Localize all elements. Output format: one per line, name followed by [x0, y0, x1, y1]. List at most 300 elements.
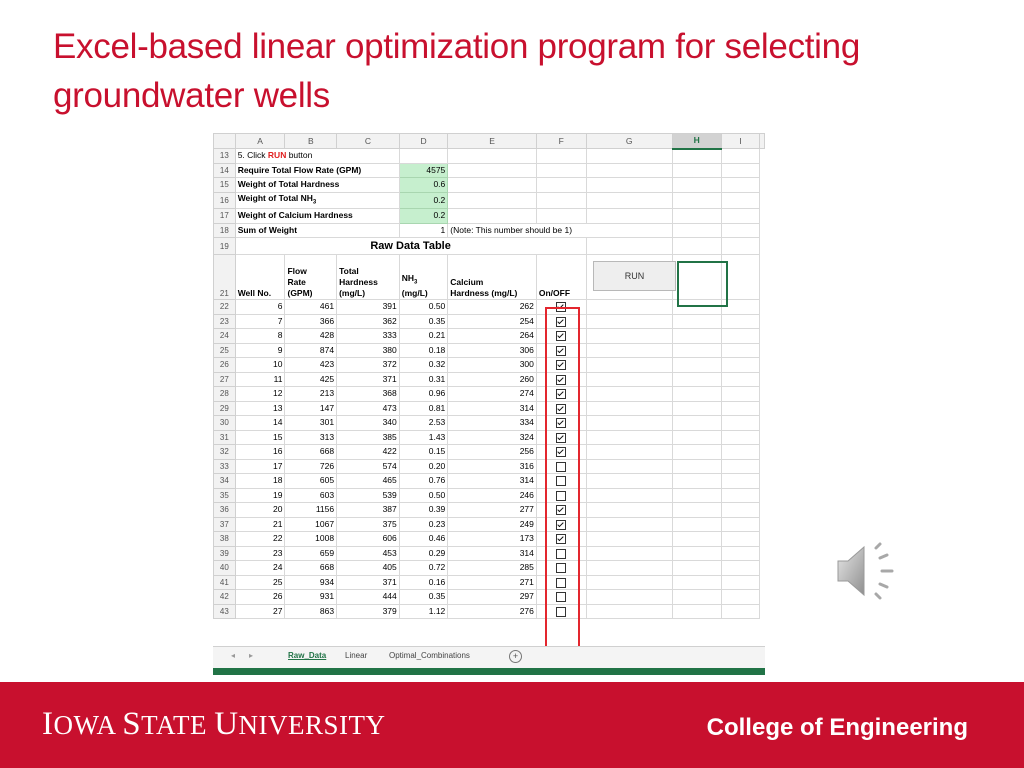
- cell-well[interactable]: 21: [235, 517, 285, 532]
- cell-nh3[interactable]: 0.35: [399, 314, 448, 329]
- cell-nh3[interactable]: 0.72: [399, 561, 448, 576]
- cell-hardness[interactable]: 453: [337, 546, 400, 561]
- empty-cell[interactable]: [586, 517, 672, 532]
- cell-hardness[interactable]: 372: [337, 358, 400, 373]
- cell-well[interactable]: 19: [235, 488, 285, 503]
- sheet-row: [214, 192, 765, 209]
- instruction-label[interactable]: [235, 209, 399, 224]
- cell-calcium[interactable]: 277: [448, 503, 537, 518]
- empty-cell[interactable]: [721, 604, 759, 619]
- row-header[interactable]: 22: [214, 300, 236, 315]
- cell-calcium[interactable]: 314: [448, 474, 537, 489]
- empty-cell[interactable]: [586, 387, 672, 402]
- cell-hardness[interactable]: 375: [337, 517, 400, 532]
- cell-hardness[interactable]: 333: [337, 329, 400, 344]
- column-header-a[interactable]: A: [235, 134, 285, 149]
- empty-cell[interactable]: [448, 149, 537, 164]
- sheet-row: [214, 223, 765, 238]
- cell-nh3[interactable]: 0.50: [399, 300, 448, 315]
- empty-cell[interactable]: [586, 358, 672, 373]
- cell-nh3[interactable]: 0.39: [399, 503, 448, 518]
- empty-cell[interactable]: [672, 238, 721, 255]
- empty-cell[interactable]: [448, 192, 537, 209]
- cell-nh3[interactable]: 0.21: [399, 329, 448, 344]
- empty-cell[interactable]: [586, 503, 672, 518]
- cell-nh3[interactable]: 0.46: [399, 532, 448, 547]
- instruction-label[interactable]: [235, 163, 399, 178]
- empty-cell[interactable]: [672, 575, 721, 590]
- status-bar: [213, 668, 765, 675]
- row-header[interactable]: 32: [214, 445, 236, 460]
- cell-hardness[interactable]: 362: [337, 314, 400, 329]
- empty-cell[interactable]: [672, 445, 721, 460]
- empty-cell[interactable]: [536, 209, 586, 224]
- empty-cell[interactable]: [721, 488, 759, 503]
- cell-hardness[interactable]: 340: [337, 416, 400, 431]
- footer-band: [0, 682, 1024, 768]
- header-calcium-hardness[interactable]: [448, 255, 537, 300]
- empty-cell[interactable]: [586, 163, 672, 178]
- cell-calcium[interactable]: 262: [448, 300, 537, 315]
- empty-cell[interactable]: [672, 517, 721, 532]
- row-header[interactable]: 29: [214, 401, 236, 416]
- empty-cell[interactable]: [721, 590, 759, 605]
- empty-cell[interactable]: [721, 149, 759, 164]
- instruction-step-suffix: button: [286, 150, 313, 161]
- row-header[interactable]: 30: [214, 416, 236, 431]
- row-header[interactable]: 13: [214, 149, 236, 164]
- cell-well[interactable]: 24: [235, 561, 285, 576]
- cell-hardness[interactable]: 465: [337, 474, 400, 489]
- cell-calcium[interactable]: 306: [448, 343, 537, 358]
- empty-cell[interactable]: [586, 314, 672, 329]
- cell-nh3[interactable]: 0.15: [399, 445, 448, 460]
- empty-cell[interactable]: [448, 178, 537, 193]
- run-button[interactable]: RUN: [593, 261, 676, 291]
- instruction-value[interactable]: 4575: [399, 163, 448, 178]
- empty-cell[interactable]: [586, 532, 672, 547]
- row-header[interactable]: 33: [214, 459, 236, 474]
- cell-hardness[interactable]: 379: [337, 604, 400, 619]
- nh3-subscript: 3: [312, 199, 317, 206]
- row-header[interactable]: 19: [214, 238, 236, 255]
- cell-well[interactable]: 17: [235, 459, 285, 474]
- cell-hardness[interactable]: 380: [337, 343, 400, 358]
- empty-cell[interactable]: [586, 300, 672, 315]
- cell-well[interactable]: 15: [235, 430, 285, 445]
- column-header-b[interactable]: B: [285, 134, 337, 149]
- header-well-no[interactable]: Well No.: [235, 255, 285, 300]
- column-header-e[interactable]: E: [448, 134, 537, 149]
- cell-calcium[interactable]: 260: [448, 372, 537, 387]
- empty-cell[interactable]: [721, 430, 759, 445]
- speaker-icon[interactable]: [832, 536, 904, 606]
- empty-cell[interactable]: [586, 474, 672, 489]
- column-header-blank[interactable]: [760, 134, 765, 149]
- tab-linear[interactable]: Linear: [345, 651, 368, 660]
- column-header-h[interactable]: H: [672, 134, 721, 149]
- row-header[interactable]: 28: [214, 387, 236, 402]
- row-header[interactable]: 17: [214, 209, 236, 224]
- cell-nh3[interactable]: 0.32: [399, 358, 448, 373]
- cell-flow[interactable]: 366: [285, 314, 337, 329]
- empty-cell[interactable]: [721, 223, 759, 238]
- empty-cell[interactable]: [586, 604, 672, 619]
- empty-cell[interactable]: [721, 503, 759, 518]
- empty-cell[interactable]: [586, 445, 672, 460]
- row-header[interactable]: 42: [214, 590, 236, 605]
- empty-cell[interactable]: [448, 163, 537, 178]
- instruction-label[interactable]: [235, 223, 399, 238]
- cell-flow[interactable]: 301: [285, 416, 337, 431]
- header-on-off[interactable]: On/OFF: [536, 255, 586, 300]
- table-row: [214, 430, 765, 445]
- empty-cell[interactable]: [721, 343, 759, 358]
- empty-cell[interactable]: [536, 163, 586, 178]
- cell-hardness[interactable]: 606: [337, 532, 400, 547]
- column-header-g[interactable]: G: [586, 134, 672, 149]
- row-header[interactable]: 23: [214, 314, 236, 329]
- cell-nh3[interactable]: 0.96: [399, 387, 448, 402]
- instruction-label-text: Weight of Total Hardness: [237, 179, 340, 190]
- empty-cell[interactable]: [672, 329, 721, 344]
- empty-cell[interactable]: [721, 387, 759, 402]
- cell-hardness[interactable]: 405: [337, 561, 400, 576]
- empty-cell[interactable]: [586, 329, 672, 344]
- row-header[interactable]: 38: [214, 532, 236, 547]
- cell-well[interactable]: 26: [235, 590, 285, 605]
- header-nh3[interactable]: [399, 255, 448, 300]
- column-header-i[interactable]: I: [721, 134, 759, 149]
- add-sheet-icon[interactable]: +: [509, 650, 522, 663]
- empty-cell[interactable]: [672, 430, 721, 445]
- cell-nh3[interactable]: 0.16: [399, 575, 448, 590]
- cell-flow[interactable]: 659: [285, 546, 337, 561]
- empty-cell[interactable]: [721, 517, 759, 532]
- empty-cell[interactable]: [721, 372, 759, 387]
- cell-calcium[interactable]: 316: [448, 459, 537, 474]
- empty-cell[interactable]: [672, 223, 721, 238]
- empty-cell[interactable]: [672, 561, 721, 576]
- empty-cell[interactable]: [672, 149, 721, 164]
- row-header[interactable]: 43: [214, 604, 236, 619]
- empty-cell[interactable]: [672, 474, 721, 489]
- sum-note[interactable]: (Note: This number should be 1): [448, 223, 672, 238]
- cell-calcium[interactable]: 249: [448, 517, 537, 532]
- cell-calcium[interactable]: 314: [448, 401, 537, 416]
- cell-nh3[interactable]: 0.18: [399, 343, 448, 358]
- tab-raw-data[interactable]: Raw_Data: [288, 651, 327, 660]
- table-row: [214, 561, 765, 576]
- empty-cell[interactable]: [721, 401, 759, 416]
- cell-well[interactable]: 14: [235, 416, 285, 431]
- empty-cell[interactable]: [586, 575, 672, 590]
- cell-well[interactable]: 9: [235, 343, 285, 358]
- empty-cell[interactable]: [672, 178, 721, 193]
- table-row: [214, 575, 765, 590]
- tab-optimal-combinations[interactable]: Optimal_Combinations: [389, 651, 470, 660]
- cell-well[interactable]: 10: [235, 358, 285, 373]
- cell-well[interactable]: 27: [235, 604, 285, 619]
- table-row: [214, 590, 765, 605]
- header-total-hardness-line: Total: [339, 266, 359, 277]
- empty-cell[interactable]: [586, 401, 672, 416]
- instruction-value[interactable]: 0.2: [399, 209, 448, 224]
- row-header[interactable]: 39: [214, 546, 236, 561]
- empty-cell[interactable]: [672, 503, 721, 518]
- empty-cell[interactable]: [721, 358, 759, 373]
- cell-hardness[interactable]: 371: [337, 372, 400, 387]
- cell-nh3[interactable]: 2.53: [399, 416, 448, 431]
- column-header-c[interactable]: C: [337, 134, 400, 149]
- empty-cell[interactable]: [721, 163, 759, 178]
- cell-flow[interactable]: 1008: [285, 532, 337, 547]
- empty-cell[interactable]: [399, 149, 448, 164]
- empty-cell[interactable]: [672, 532, 721, 547]
- instruction-label[interactable]: [235, 178, 399, 193]
- header-total-hardness[interactable]: [337, 255, 400, 300]
- empty-cell[interactable]: [586, 590, 672, 605]
- table-row: [214, 459, 765, 474]
- cell-calcium[interactable]: 246: [448, 488, 537, 503]
- empty-cell[interactable]: [586, 561, 672, 576]
- empty-cell[interactable]: [721, 192, 759, 209]
- cell-well[interactable]: 8: [235, 329, 285, 344]
- row-header[interactable]: 25: [214, 343, 236, 358]
- empty-cell[interactable]: [586, 459, 672, 474]
- column-header-row: [214, 134, 765, 149]
- cell-flow[interactable]: 726: [285, 459, 337, 474]
- empty-cell[interactable]: [721, 561, 759, 576]
- cell-flow[interactable]: 1067: [285, 517, 337, 532]
- cell-nh3[interactable]: 0.81: [399, 401, 448, 416]
- cell-hardness[interactable]: 391: [337, 300, 400, 315]
- empty-cell[interactable]: [536, 178, 586, 193]
- row-header[interactable]: 35: [214, 488, 236, 503]
- cell-calcium[interactable]: 173: [448, 532, 537, 547]
- cell-flow[interactable]: 931: [285, 590, 337, 605]
- cell-hardness[interactable]: 574: [337, 459, 400, 474]
- empty-cell[interactable]: [586, 209, 672, 224]
- cell-nh3[interactable]: 0.31: [399, 372, 448, 387]
- row-header[interactable]: 14: [214, 163, 236, 178]
- cell-flow[interactable]: 668: [285, 445, 337, 460]
- empty-cell[interactable]: [586, 178, 672, 193]
- cell-flow[interactable]: 863: [285, 604, 337, 619]
- empty-cell[interactable]: [672, 358, 721, 373]
- cell-flow[interactable]: 1156: [285, 503, 337, 518]
- empty-cell[interactable]: [672, 604, 721, 619]
- cell-hardness[interactable]: 539: [337, 488, 400, 503]
- cell-flow[interactable]: 423: [285, 358, 337, 373]
- cell-flow[interactable]: 147: [285, 401, 337, 416]
- cell-flow[interactable]: 425: [285, 372, 337, 387]
- cell-nh3[interactable]: 0.29: [399, 546, 448, 561]
- cell-nh3[interactable]: 1.43: [399, 430, 448, 445]
- cell-nh3[interactable]: 0.23: [399, 517, 448, 532]
- table-row: [214, 604, 765, 619]
- cell-calcium[interactable]: 314: [448, 546, 537, 561]
- cell-flow[interactable]: 213: [285, 387, 337, 402]
- cell-calcium[interactable]: 256: [448, 445, 537, 460]
- sheet-row: [214, 149, 765, 164]
- row-header[interactable]: 26: [214, 358, 236, 373]
- empty-cell[interactable]: [672, 387, 721, 402]
- active-cell-h21[interactable]: [677, 261, 728, 307]
- empty-cell[interactable]: [672, 343, 721, 358]
- table-row: [214, 343, 765, 358]
- empty-cell[interactable]: [586, 149, 672, 164]
- table-row: [214, 401, 765, 416]
- select-all-corner[interactable]: [214, 134, 236, 149]
- row-header[interactable]: 40: [214, 561, 236, 576]
- spreadsheet: [213, 133, 765, 675]
- cell-calcium[interactable]: 300: [448, 358, 537, 373]
- column-header-d[interactable]: D: [399, 134, 448, 149]
- empty-cell[interactable]: [672, 416, 721, 431]
- empty-cell[interactable]: [721, 178, 759, 193]
- instruction-value[interactable]: 0.2: [399, 192, 448, 209]
- empty-cell[interactable]: [586, 430, 672, 445]
- cell-calcium[interactable]: 254: [448, 314, 537, 329]
- empty-cell[interactable]: [721, 314, 759, 329]
- instruction-value[interactable]: 1: [399, 223, 448, 238]
- cell-nh3[interactable]: 0.20: [399, 459, 448, 474]
- header-total-hardness-line: Hardness: [339, 277, 378, 288]
- row-header[interactable]: 41: [214, 575, 236, 590]
- empty-cell[interactable]: [721, 416, 759, 431]
- cell-well[interactable]: 20: [235, 503, 285, 518]
- cell-well[interactable]: 16: [235, 445, 285, 460]
- empty-cell[interactable]: [721, 209, 759, 224]
- cell-flow[interactable]: 668: [285, 561, 337, 576]
- empty-cell[interactable]: [721, 445, 759, 460]
- cell-calcium[interactable]: 297: [448, 590, 537, 605]
- empty-cell[interactable]: [672, 163, 721, 178]
- column-header-f[interactable]: F: [536, 134, 586, 149]
- cell-hardness[interactable]: 371: [337, 575, 400, 590]
- cell-hardness[interactable]: 387: [337, 503, 400, 518]
- cell-well[interactable]: 23: [235, 546, 285, 561]
- empty-cell[interactable]: [672, 546, 721, 561]
- empty-cell[interactable]: [672, 372, 721, 387]
- row-header[interactable]: 15: [214, 178, 236, 193]
- tab-next-icon[interactable]: ▸: [249, 651, 254, 660]
- cell-nh3[interactable]: 0.76: [399, 474, 448, 489]
- cell-calcium[interactable]: 276: [448, 604, 537, 619]
- empty-cell[interactable]: [721, 459, 759, 474]
- cell-flow[interactable]: 934: [285, 575, 337, 590]
- table-row: [214, 314, 765, 329]
- empty-cell[interactable]: [672, 192, 721, 209]
- empty-cell[interactable]: [586, 546, 672, 561]
- empty-cell[interactable]: [721, 532, 759, 547]
- cell-calcium[interactable]: 324: [448, 430, 537, 445]
- cell-flow[interactable]: 428: [285, 329, 337, 344]
- cell-well[interactable]: 25: [235, 575, 285, 590]
- empty-cell[interactable]: [721, 575, 759, 590]
- cell-well[interactable]: 7: [235, 314, 285, 329]
- row-header[interactable]: 16: [214, 192, 236, 209]
- header-nh3-subscript: 3: [414, 279, 418, 286]
- empty-cell[interactable]: [721, 474, 759, 489]
- table-row: [214, 387, 765, 402]
- empty-cell[interactable]: [448, 209, 537, 224]
- empty-cell[interactable]: [672, 488, 721, 503]
- empty-cell[interactable]: [672, 590, 721, 605]
- empty-cell[interactable]: [721, 238, 759, 255]
- empty-cell[interactable]: [672, 209, 721, 224]
- cell-hardness[interactable]: 422: [337, 445, 400, 460]
- row-header[interactable]: 18: [214, 223, 236, 238]
- raw-data-table-title[interactable]: Raw Data Table: [235, 238, 586, 255]
- cell-well[interactable]: 13: [235, 401, 285, 416]
- cell-hardness[interactable]: 444: [337, 590, 400, 605]
- cell-nh3[interactable]: 0.35: [399, 590, 448, 605]
- cell-nh3[interactable]: 0.50: [399, 488, 448, 503]
- cell-well[interactable]: 11: [235, 372, 285, 387]
- cell-well[interactable]: 22: [235, 532, 285, 547]
- cell-calcium[interactable]: 271: [448, 575, 537, 590]
- empty-cell[interactable]: [672, 459, 721, 474]
- cell-calcium[interactable]: 285: [448, 561, 537, 576]
- empty-cell[interactable]: [536, 192, 586, 209]
- cell-calcium[interactable]: 334: [448, 416, 537, 431]
- table-row: [214, 488, 765, 503]
- empty-cell[interactable]: [586, 238, 672, 255]
- header-flow-rate[interactable]: [285, 255, 337, 300]
- instruction-label[interactable]: [235, 192, 399, 209]
- empty-cell[interactable]: [536, 149, 586, 164]
- cell-flow[interactable]: 603: [285, 488, 337, 503]
- empty-cell[interactable]: [586, 488, 672, 503]
- cell-nh3[interactable]: 1.12: [399, 604, 448, 619]
- row-header[interactable]: 21: [214, 255, 236, 300]
- row-header[interactable]: 34: [214, 474, 236, 489]
- cell-flow[interactable]: 605: [285, 474, 337, 489]
- cell-flow[interactable]: 461: [285, 300, 337, 315]
- cell-hardness[interactable]: 473: [337, 401, 400, 416]
- empty-cell[interactable]: [586, 343, 672, 358]
- cell-well[interactable]: 18: [235, 474, 285, 489]
- cell-flow[interactable]: 874: [285, 343, 337, 358]
- cell-well[interactable]: 6: [235, 300, 285, 315]
- empty-cell[interactable]: [672, 401, 721, 416]
- cell-flow[interactable]: 313: [285, 430, 337, 445]
- instruction-step-cell[interactable]: [235, 149, 399, 164]
- header-flow-rate-line: (GPM): [287, 288, 313, 299]
- row-header[interactable]: 27: [214, 372, 236, 387]
- sheet-table: [213, 133, 765, 619]
- cell-well[interactable]: 12: [235, 387, 285, 402]
- row-header[interactable]: 37: [214, 517, 236, 532]
- empty-cell[interactable]: [586, 192, 672, 209]
- empty-cell[interactable]: [586, 416, 672, 431]
- empty-cell[interactable]: [672, 314, 721, 329]
- instruction-value[interactable]: 0.6: [399, 178, 448, 193]
- empty-cell[interactable]: [721, 546, 759, 561]
- empty-cell[interactable]: [586, 372, 672, 387]
- row-header[interactable]: 24: [214, 329, 236, 344]
- row-header[interactable]: 31: [214, 430, 236, 445]
- cell-hardness[interactable]: 368: [337, 387, 400, 402]
- tab-prev-icon[interactable]: ◂: [231, 651, 236, 660]
- row-header[interactable]: 36: [214, 503, 236, 518]
- cell-calcium[interactable]: 274: [448, 387, 537, 402]
- empty-cell[interactable]: [721, 329, 759, 344]
- cell-hardness[interactable]: 385: [337, 430, 400, 445]
- cell-calcium[interactable]: 264: [448, 329, 537, 344]
